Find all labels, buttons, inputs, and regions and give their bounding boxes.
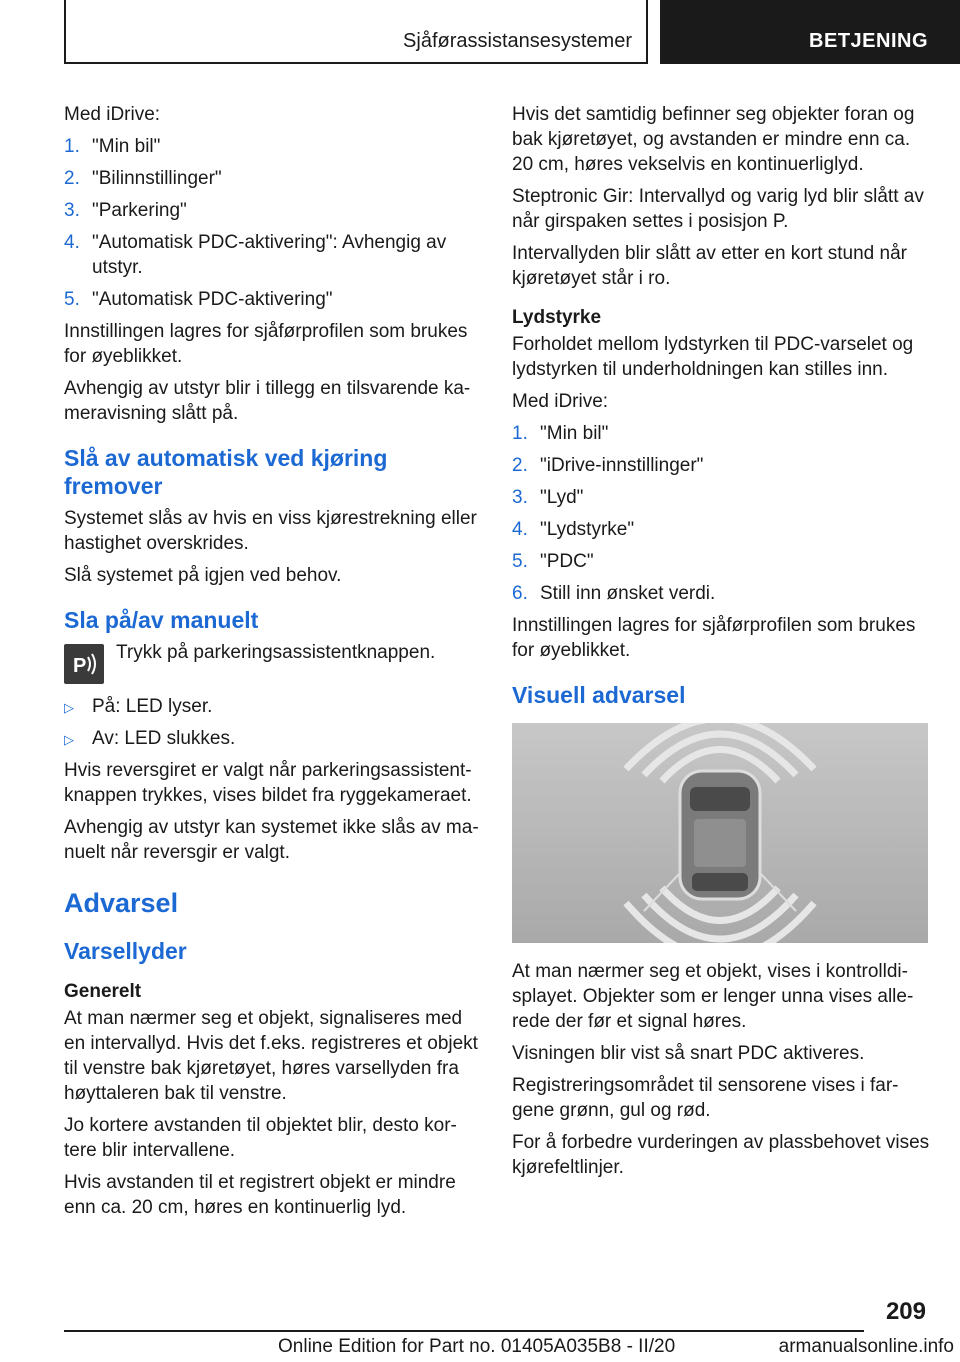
list-marker: 6. — [512, 583, 528, 604]
idrive-intro: Med iDrive: — [64, 104, 161, 125]
list-marker: ▷ — [64, 700, 74, 715]
paragraph: Innstillingen lagres for sjåførprofilen som brukes for øyeblikket. — [64, 321, 468, 367]
list-item — [64, 198, 480, 223]
volume-steps-list — [512, 421, 930, 606]
idrive-intro: Med iDrive: — [512, 391, 609, 412]
chapter-tab — [660, 0, 960, 64]
list-item-text: På: LED lyser. — [92, 696, 213, 717]
list-item — [64, 694, 480, 719]
heading-advarsel: Advarsel — [64, 888, 179, 918]
heading-visuell: Visuell advarsel — [512, 682, 686, 708]
paragraph: Avhengig av utstyr kan systemet ikke slås av manuelt når reversgir er valgt. — [64, 817, 479, 863]
paragraph: Hvis reversgiret er valgt når parkeringsassistentknappen trykkes, vises bildet fra ryggekameraet. — [64, 760, 472, 806]
led-states-list — [64, 694, 480, 751]
list-item-text: "Parkering" — [92, 200, 187, 221]
paragraph: Steptronic Gir: Intervallyd og varig lyd blir slått av når girspaken settes i posisjon P. — [512, 186, 924, 232]
list-marker: 3. — [512, 487, 528, 508]
button-instruction — [64, 640, 480, 686]
paragraph: Systemet slås av hvis en viss kjørestrekning eller hastighet overskrides. — [64, 508, 477, 554]
paragraph: Innstillingen lagres for sjåførprofilen som brukes for øyeblikket. — [512, 615, 916, 661]
list-item — [512, 549, 930, 574]
heading-manual: Sla på/av manuelt — [64, 607, 259, 633]
list-item-text: "Automatisk PDC-aktivering": Avhengig av utstyr. — [92, 232, 447, 278]
paragraph: Avhengig av utstyr blir i tillegg en tilsvarende kameravisning slått på. — [64, 378, 471, 424]
pdc-display-image — [512, 723, 928, 943]
list-item-text: "Lydstyrke" — [540, 519, 635, 540]
page-header — [0, 0, 960, 66]
list-item-text: Still inn ønsket verdi. — [540, 583, 716, 604]
paragraph: Hvis det samtidig befinner seg objekter foran og bak kjøretøyet, og avstanden er mindre enn ca. 20 cm, høres vekselvis en kontinuerliglyd. — [512, 104, 915, 175]
footer-divider — [64, 1330, 864, 1332]
list-item-text: "Min bil" — [540, 423, 609, 444]
right-column — [512, 102, 930, 1187]
list-marker: 5. — [512, 551, 528, 572]
list-item-text: "Bilinnstillinger" — [92, 168, 222, 189]
list-marker: 2. — [64, 168, 80, 189]
list-item-text: "Automatisk PDC-aktivering" — [92, 289, 333, 310]
list-marker: ▷ — [64, 732, 74, 747]
list-marker: 1. — [512, 423, 528, 444]
paragraph: Slå systemet på igjen ved behov. — [64, 565, 342, 586]
heading-varsellyder: Varsellyder — [64, 938, 187, 964]
list-marker: 4. — [512, 519, 528, 540]
paragraph: For å forbedre vurderingen av plassbehovet vises kjørefeltlinjer. — [512, 1132, 930, 1178]
list-item — [64, 134, 480, 159]
heading-auto-off: Slå av automatisk ved kjøring fremover — [64, 445, 388, 499]
list-item — [64, 166, 480, 191]
button-instruction-text: Trykk på parkeringsassistentknappen. — [116, 642, 436, 663]
list-item — [512, 421, 930, 446]
list-marker: 2. — [512, 455, 528, 476]
heading-lydstyrke: Lydstyrke — [512, 307, 602, 328]
svg-text:P: P — [73, 655, 87, 677]
list-marker: 3. — [64, 200, 80, 221]
list-item-text: "Min bil" — [92, 136, 161, 157]
list-marker: 1. — [64, 136, 80, 157]
paragraph: At man nærmer seg et objekt, vises i kontrolldisplayet. Objekter som er lenger unna vises allerede der før et signal høres. — [512, 961, 914, 1032]
list-item — [64, 230, 480, 280]
list-item-text: "Lyd" — [540, 487, 584, 508]
chapter-title: BETJENING — [809, 30, 928, 52]
list-marker: 4. — [64, 232, 80, 253]
section-title: Sjåførassistansesystemer — [403, 30, 632, 52]
section-tab — [64, 0, 648, 64]
list-item-text: "iDrive-innstillinger" — [540, 455, 704, 476]
page-number: 209 — [885, 1298, 926, 1325]
paragraph: Visningen blir vist så snart PDC aktiveres. — [512, 1043, 865, 1064]
list-item-text: "PDC" — [540, 551, 594, 572]
parking-assistant-button-icon — [64, 644, 104, 684]
left-column — [64, 102, 480, 1227]
heading-generelt: Generelt — [64, 981, 142, 1002]
list-item-text: Av: LED slukkes. — [92, 728, 236, 749]
paragraph: Jo kortere avstanden til objektet blir, desto kortere blir intervallene. — [64, 1115, 457, 1161]
paragraph: Intervallyden blir slått av etter en kort stund når kjøretøyet står i ro. — [512, 243, 907, 289]
list-marker: 5. — [64, 289, 80, 310]
list-item — [512, 581, 930, 606]
list-item — [512, 453, 930, 478]
list-item — [64, 726, 480, 751]
list-item — [512, 517, 930, 542]
edition-note: Online Edition for Part no. 01405A035B8 - II/20 — [278, 1336, 676, 1357]
paragraph: Hvis avstanden til et registrert objekt er mindre enn ca. 20 cm, høres en kontinuerlig lyd. — [64, 1172, 456, 1218]
list-item — [512, 485, 930, 510]
paragraph: At man nærmer seg et objekt, signaliseres med en intervallyd. Hvis det f.eks. registreres et objekt til venstre bak kjøretøyet, høres varsellyden fra høyttaleren bak til venstre. — [64, 1008, 478, 1104]
paragraph: Registreringsområdet til sensorene vises i fargene grønn, gul og rød. — [512, 1075, 899, 1121]
list-item — [64, 287, 480, 312]
watermark: armanualsonline.info — [778, 1336, 954, 1357]
pdc-steps-list — [64, 134, 480, 312]
paragraph: Forholdet mellom lydstyrken til PDC-varselet og lydstyrken til underholdningen kan stilles inn. — [512, 334, 914, 380]
